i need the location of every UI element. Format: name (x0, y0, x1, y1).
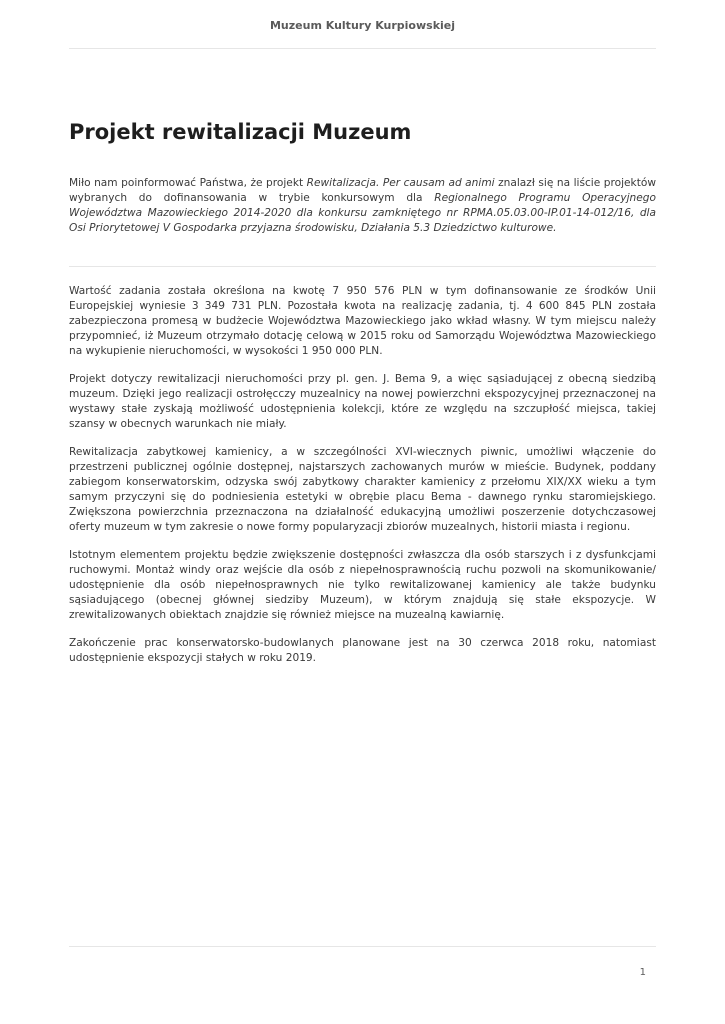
intro-program-name: Regionalnego Programu Operacyjnego Województwa Mazowieckiego 2014-2020 dla konkursu zamkniętego nr RPMA.05.03.00-IP.01-14-012/16, dla Osi Priorytetowej V Gospodarka przyjazna środowisku, Działania 5.3 Dziedzictwo kulturowe. (69, 192, 656, 234)
divider-bottom (69, 946, 656, 947)
page-number: 1 (639, 967, 646, 978)
paragraph-revitalization: Rewitalizacja zabytkowej kamienicy, a w szczególności XVI-wiecznych piwnic, umożliwi włączenie do przestrzeni publicznej ogólnie dostępnej, najstarszych zachowanych murów w mieście. Budynek, poddany zabiegom konserwatorskim, odzyska swój zabytkowy charakter kamienicy z przełomu XIX/XX wieku a tym samym przyczyni się do podniesienia estetyki w obrębie placu Bema - dawnego rynku staromiejskiego. Zwiększona powierzchnia przeznaczona na działalność edukacyjną umożliwi poszerzenie dotychczasowej oferty muzeum w tym zakresie o nowe formy popularyzacji zbiorów muzealnych, historii miasta i regionu. (69, 446, 656, 533)
intro-paragraph (69, 176, 656, 236)
divider-top (69, 266, 656, 267)
page-title: Projekt rewitalizacji Muzeum (69, 120, 412, 144)
site-header (69, 12, 656, 49)
intro-text-1: Miło nam poinformować Państwa, że projekt (69, 177, 307, 189)
paragraph-funding: Wartość zadania została określona na kwotę 7 950 576 PLN w tym dofinansowanie ze środków Unii Europejskiej wyniesie 3 349 731 PLN. Pozostała kwota na realizację zadania, tj. 4 600 845 PLN została zabezpieczona promesą w budżecie Województwa Mazowieckiego jako wkład własny. W tym miejscu należy przypomnieć, iż Muzeum otrzymało dotację celową w 2015 roku od Samorządu Województwa Mazowieckiego na wykupienie nieruchomości, w wysokości 1 950 000 PLN. (69, 285, 656, 357)
article-body (69, 284, 656, 679)
site-name: Muzeum Kultury Kurpiowskiej (269, 19, 456, 32)
paragraph-property: Projekt dotyczy rewitalizacji nieruchomości przy pl. gen. J. Bema 9, a więc sąsiadującej z obecną siedzibą muzeum. Dzięki jego realizacji ostrołęcczy muzealnicy na nowej powierzchni ekspozycyjnej przeznaczonej na wystawy stałe zyskają możliwość udostępnienia kolekcji, które ze względu na szczupłość miejsca, takiej szansy w obecnych warunkach nie miały. (69, 373, 656, 430)
paragraph-schedule: Zakończenie prac konserwatorsko-budowlanych planowane jest na 30 czerwca 2018 roku, natomiast udostępnienie ekspozycji stałych w roku 2019. (69, 637, 656, 664)
paragraph-accessibility: Istotnym elementem projektu będzie zwiększenie dostępności zwłaszcza dla osób starszych i z dysfunkcjami ruchowymi. Montaż windy oraz wejście dla osób z niepełnosprawnością ruchu pozwoli na skomunikowanie/ udostępnienie dla osób niepełnosprawnych nie tylko rewitalizowanej kamienicy ale także budynku sąsiadującego (obecnej głównej siedziby Muzeum), w którym znajdują się stałe ekspozycje. W zrewitalizowanych obiektach znajdzie się również miejsce na muzealną kawiarnię. (69, 549, 656, 621)
intro-project-name: Rewitalizacja. Per causam ad animi (306, 177, 495, 189)
intro-text-2: znalazł się na liście projektów wybranych do dofinansowania w trybie konkursowym dla (69, 177, 656, 204)
